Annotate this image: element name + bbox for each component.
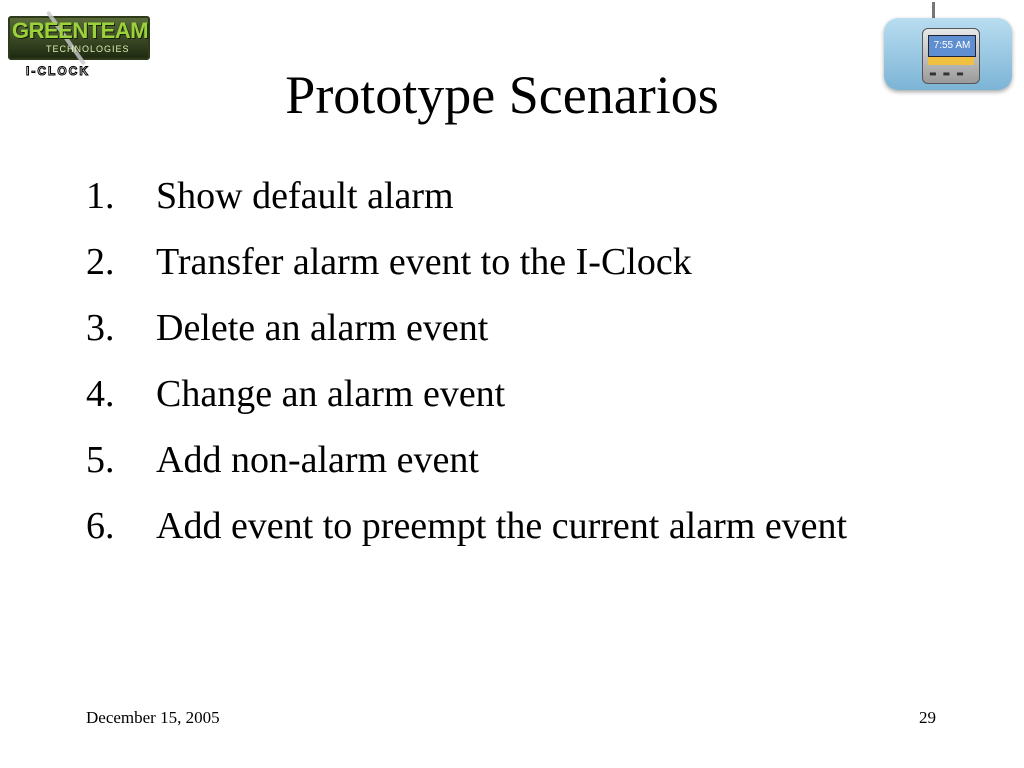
scenario-number: 5. [86,439,115,481]
scenario-number: 6. [86,505,115,547]
scenario-text: Transfer alarm event to the I-Clock [156,241,692,283]
scenario-number: 1. [86,175,115,217]
scenario-number: 2. [86,241,115,283]
scenario-text: Add non-alarm event [156,439,479,481]
slide-title: Prototype Scenarios [285,65,719,125]
scenario-number: 4. [86,373,115,415]
scenario-item [86,172,926,220]
scenario-number: 3. [86,307,115,349]
device-screen-time: 7:55 AM [928,35,976,57]
scenario-item [86,502,926,550]
scenario-text: Change an alarm event [156,373,506,415]
logo-product-text: I-CLOCK [26,64,90,78]
footer-date: December 15, 2005 [86,708,220,727]
scenario-text: Add event to preempt the current alarm event [156,505,848,547]
scenario-list [86,172,926,568]
scenario-item [86,238,926,286]
scenario-text: Show default alarm [156,175,454,217]
scenario-text: Delete an alarm event [156,307,489,349]
scenario-item [86,304,926,352]
logo-brand-text: GREENTEAM [12,18,149,43]
page-number: 29 [919,708,936,727]
logo-subtitle-text: TECHNOLOGIES [46,44,130,54]
device-buttons: ▬▬▬ [929,69,970,78]
scenario-item [86,370,926,418]
scenario-item [86,436,926,484]
